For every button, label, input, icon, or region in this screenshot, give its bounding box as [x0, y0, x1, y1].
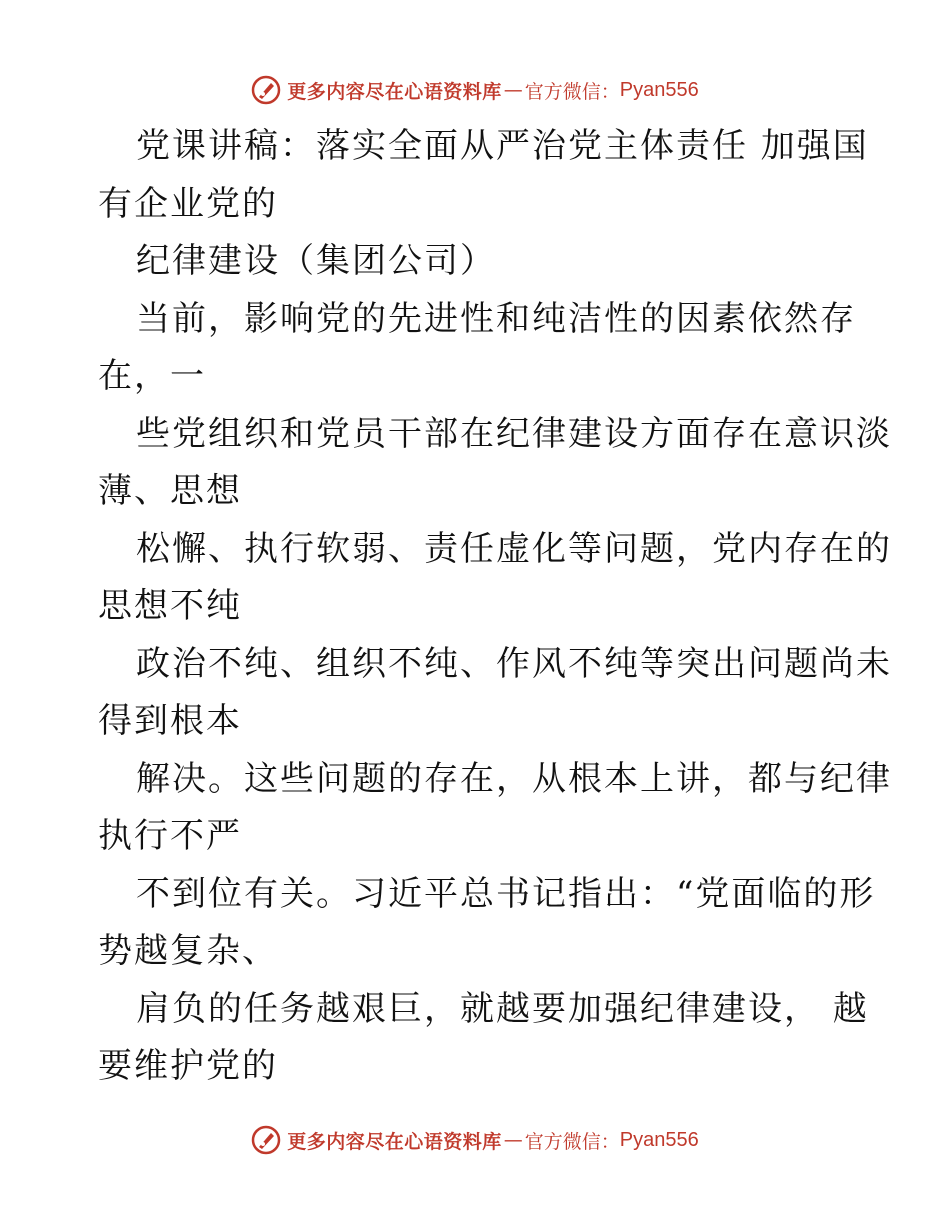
banner-brand-text: 更多内容尽在心语资料库 [287, 1130, 502, 1153]
document-line: 纪律建设（集团公司） [136, 241, 496, 281]
document-line: 肩负的任务越艰巨，就越要加强纪律建设， 越 [136, 988, 869, 1029]
banner-wechat-id: Pyan556 [619, 78, 699, 101]
document-line: 不到位有关。习近平总书记指出：“党面临的形 [136, 873, 876, 914]
document-line: 松懈、执行软弱、责任虚化等问题，党内存在的 [136, 528, 892, 569]
pen-nib-logo-icon [251, 75, 281, 105]
pen-nib-logo-icon [251, 1125, 281, 1155]
document-line: 势越复杂、 [98, 931, 278, 971]
document-line: 执行不严 [98, 816, 242, 856]
document-line: 解决。这些问题的存在，从根本上讲，都与纪律 [136, 758, 892, 799]
banner-wechat-label: 官方微信： [524, 80, 620, 103]
footer-banner [0, 1120, 950, 1160]
banner-separator: — [503, 1129, 523, 1151]
document-line: 政治不纯、组织不纯、作风不纯等突出问题尚未 [136, 643, 892, 684]
document-line: 在，一 [98, 356, 206, 396]
document-line: 薄、思想 [98, 471, 242, 511]
document-line: 当前，影响党的先进性和纯洁性的因素依然存 [136, 298, 856, 339]
document-line: 些党组织和党员干部在纪律建设方面存在意识淡 [136, 413, 892, 454]
banner-wechat-id: Pyan556 [619, 1128, 699, 1151]
document-line: 有企业党的 [98, 183, 278, 224]
document-line: 党课讲稿：落实全面从严治党主体责任 加强国 [136, 126, 869, 166]
banner-wechat-label: 官方微信： [524, 1130, 620, 1153]
header-banner [0, 70, 950, 110]
banner-brand-text: 更多内容尽在心语资料库 [287, 80, 502, 103]
document-body [98, 118, 892, 1096]
document-line: 得到根本 [98, 701, 242, 741]
document-line: 思想不纯 [98, 586, 242, 626]
banner-separator: — [503, 79, 523, 101]
document-line: 要维护党的 [98, 1046, 278, 1086]
